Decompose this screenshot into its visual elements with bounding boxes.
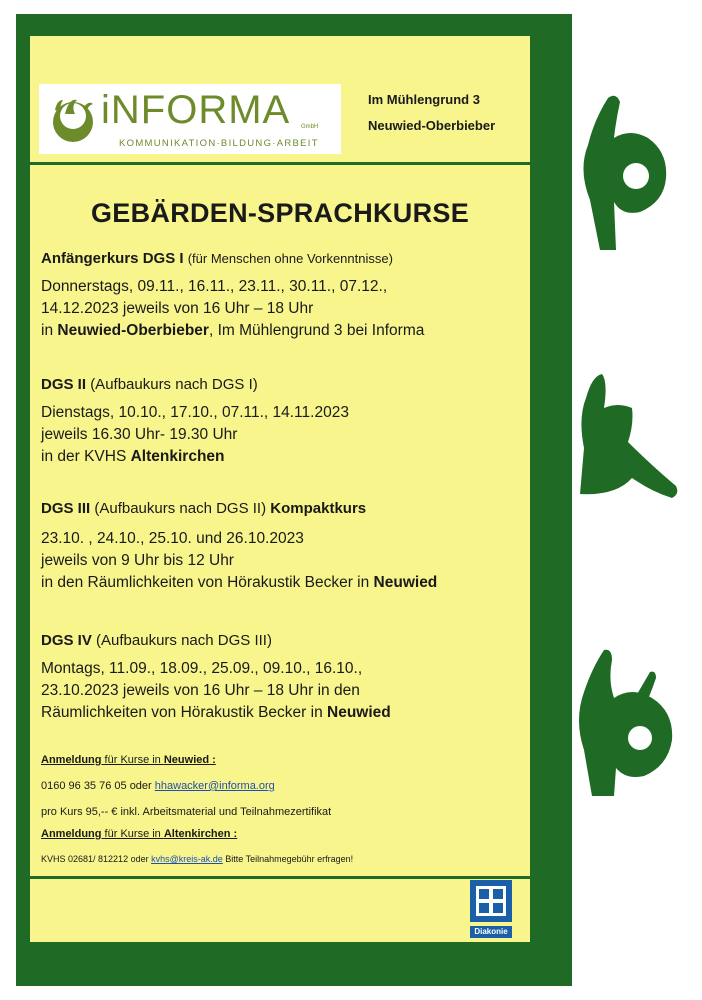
address-street: Im Mühlengrund 3 — [368, 92, 480, 107]
top-divider — [30, 162, 530, 165]
course-4-line3: Räumlichkeiten von Hörakustik Becker in Neuwied — [41, 704, 391, 721]
course-4-line1: Montags, 11.09., 18.09., 25.09., 09.10., 16.10., — [41, 660, 363, 677]
course-4-name: DGS IV — [41, 632, 92, 649]
course-3-line3: in den Räumlichkeiten von Hörakustik Becker in Neuwied — [41, 574, 438, 591]
course-4-location: Neuwied — [327, 704, 391, 721]
course-4-details — [41, 658, 391, 724]
kvhs-note: Bitte Teilnahmegebühr erfragen! — [222, 854, 354, 864]
course-3-note: (Aufbaukurs nach DGS II) — [94, 500, 267, 517]
logo-gmbh: GmbH — [301, 124, 319, 130]
course-2-name: DGS II — [41, 376, 87, 393]
hand-sign-f-icon — [570, 646, 682, 806]
course-1-line3: in Neuwied-Oberbieber, Im Mühlengrund 3 bei Informa — [41, 322, 425, 339]
logo-tagline: KOMMUNIKATION·BILDUNG·ARBEIT — [119, 138, 319, 149]
price-info: pro Kurs 95,-- € inkl. Arbeitsmaterial und Teilnahmezertifikat — [41, 806, 332, 818]
course-1-line2: 14.12.2023 jeweils von 16 Uhr – 18 Uhr — [41, 300, 314, 317]
course-2-note: (Aufbaukurs nach DGS I) — [90, 376, 258, 393]
course-4-line2: 23.10.2023 jeweils von 16 Uhr – 18 Uhr in den — [41, 682, 360, 699]
diakonie-logo — [470, 880, 512, 936]
course-2-details — [41, 402, 349, 468]
diakonie-cross-icon — [470, 880, 512, 922]
course-1-details — [41, 276, 424, 342]
course-1-heading — [41, 250, 393, 267]
phone-number: 0160 96 35 76 05 oder — [41, 780, 155, 792]
course-4-heading — [41, 632, 272, 649]
page-title: GEBÄRDEN-SPRACHKURSE — [90, 198, 470, 228]
course-2-line1: Dienstags, 10.10., 17.10., 07.11., 14.11.2023 — [41, 404, 349, 421]
course-1-line1: Donnerstags, 09.11., 16.11., 23.11., 30.11., 07.12., — [41, 278, 388, 295]
registration-altenkirchen-heading: Anmeldung für Kurse in Altenkirchen : — [41, 828, 238, 840]
registration-kvhs — [41, 854, 353, 864]
logo-name: iNFORMA — [101, 88, 291, 132]
registration-neuwied-heading: Anmeldung für Kurse in Neuwied : — [41, 754, 216, 766]
hand-sign-o-icon — [570, 90, 680, 260]
course-3-details — [41, 528, 437, 594]
flame-logo-icon — [47, 92, 99, 144]
course-3-heading — [41, 500, 366, 517]
course-3-location: Neuwied — [373, 574, 438, 591]
course-3-compact: Kompaktkurs — [270, 500, 367, 517]
registration-phone — [41, 780, 275, 792]
course-1-location: Neuwied-Oberbieber — [57, 322, 209, 339]
informa-logo — [39, 84, 341, 154]
kvhs-phone: KVHS 02681/ 812212 oder — [41, 854, 152, 864]
course-2-heading — [41, 376, 258, 393]
kvhs-email-link[interactable]: kvhs@kreis-ak.de — [151, 854, 223, 864]
course-1-name: Anfängerkurs DGS I — [41, 250, 184, 267]
course-2-line3: in der KVHS Altenkirchen — [41, 448, 225, 465]
course-4-note: (Aufbaukurs nach DGS III) — [96, 632, 272, 649]
address-city: Neuwied-Oberbieber — [368, 118, 496, 133]
course-2-location: Altenkirchen — [130, 448, 225, 465]
course-2-line2: jeweils 16.30 Uhr- 19.30 Uhr — [41, 426, 238, 443]
email-link[interactable]: hhawacker@informa.org — [154, 780, 275, 792]
diakonie-label: Diakonie — [470, 926, 512, 938]
course-3-line2: jeweils von 9 Uhr bis 12 Uhr — [41, 552, 234, 569]
hand-sign-y-icon — [572, 368, 682, 508]
bottom-divider — [30, 876, 530, 879]
course-1-note: (für Menschen ohne Vorkenntnisse) — [187, 251, 393, 266]
course-3-line1: 23.10. , 24.10., 25.10. und 26.10.2023 — [41, 530, 304, 547]
course-3-name: DGS III — [41, 500, 91, 517]
